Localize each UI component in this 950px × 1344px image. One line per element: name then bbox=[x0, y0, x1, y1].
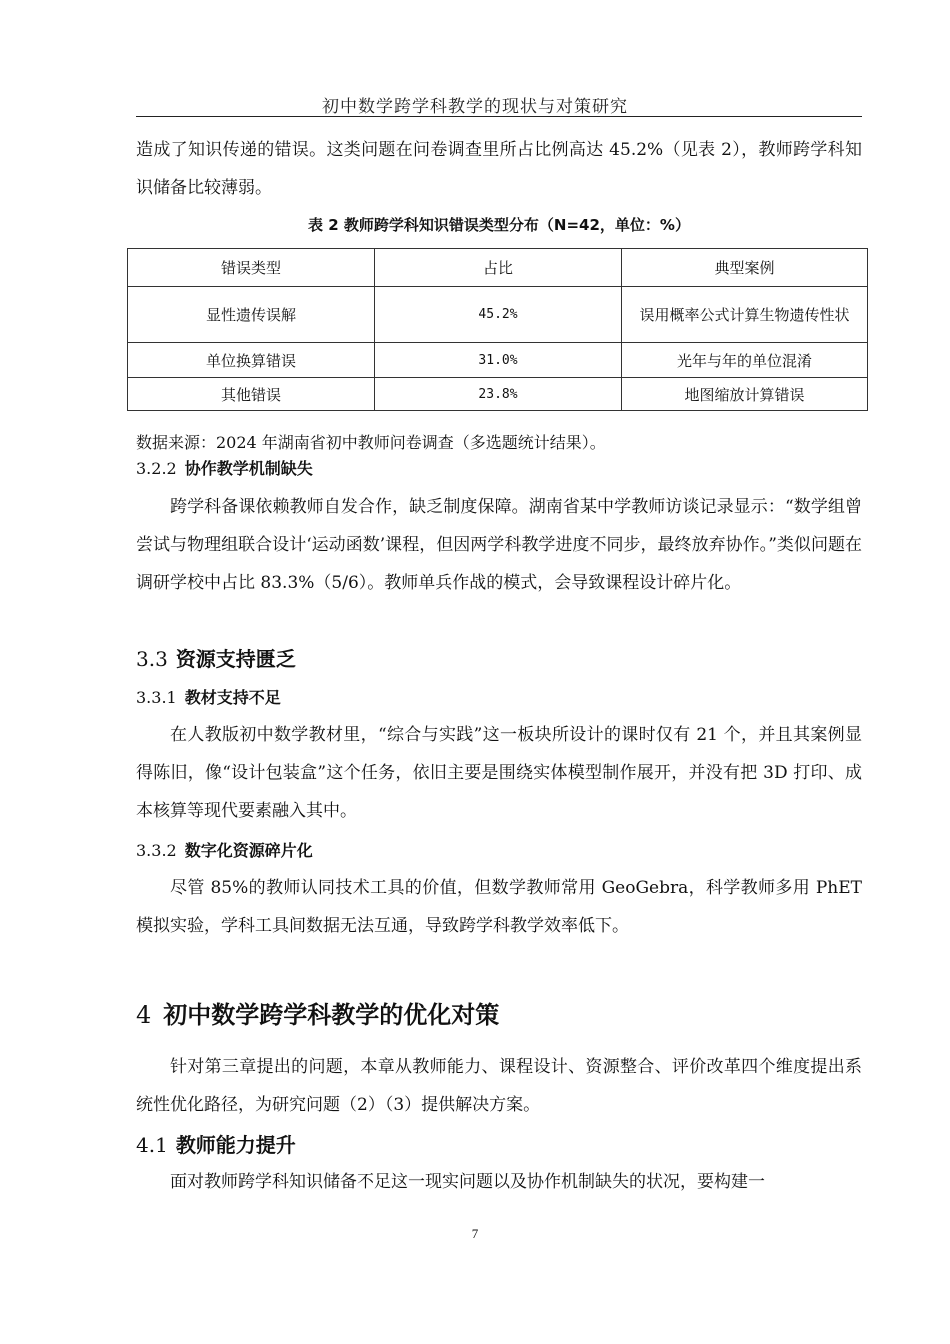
table-cell: 其他错误 bbox=[128, 378, 375, 411]
heading-4-1 bbox=[136, 1130, 862, 1160]
heading-number: 4 bbox=[136, 1001, 152, 1029]
heading-4 bbox=[136, 998, 862, 1032]
table-row bbox=[128, 378, 868, 411]
paragraph-teacher-ability bbox=[136, 1163, 862, 1201]
heading-number: 3.3.2 bbox=[136, 841, 177, 860]
table-cell: 23.8% bbox=[375, 378, 622, 411]
section-4-1 bbox=[136, 1130, 862, 1160]
section-3-3-2 bbox=[136, 836, 862, 866]
heading-title: 初中数学跨学科教学的优化对策 bbox=[163, 1001, 500, 1029]
heading-title: 教师能力提升 bbox=[175, 1133, 296, 1157]
table-source: 数据来源：2024 年湖南省初中教师问卷调查（多选题统计结果）。 bbox=[136, 433, 606, 452]
paragraph-collaboration bbox=[136, 488, 862, 602]
paragraph-digital bbox=[136, 869, 862, 945]
paragraph-text: 针对第三章提出的问题，本章从教师能力、课程设计、资源整合、评价改革四个维度提出系统性优化路径，为研究问题（2）（3）提供解决方案。 bbox=[136, 1057, 862, 1115]
table-header-cell: 错误类型 bbox=[128, 249, 375, 287]
heading-number: 3.3 bbox=[136, 647, 168, 671]
section-3-3-1 bbox=[136, 683, 862, 713]
section-3-3 bbox=[136, 644, 862, 674]
table-cell: 显性遗传误解 bbox=[128, 287, 375, 343]
table-header-cell: 占比 bbox=[375, 249, 622, 287]
heading-title: 资源支持匮乏 bbox=[175, 647, 296, 671]
heading-title: 教材支持不足 bbox=[184, 688, 281, 707]
table-cell: 31.0% bbox=[375, 343, 622, 378]
error-type-table bbox=[127, 248, 868, 411]
table-header-cell: 典型案例 bbox=[622, 249, 868, 287]
table-row bbox=[128, 343, 868, 378]
page-number: 7 bbox=[471, 1226, 479, 1241]
paragraph-text: 在人教版初中数学教材里，“综合与实践”这一板块所设计的课时仅有 21 个，并且其案例显得陈旧，像“设计包装盒”这个任务，依旧主要是围绕实体模型制作展开，并没有把 3D 打印、成本核算等现代要素融入其中。 bbox=[136, 725, 862, 821]
header-rule bbox=[136, 116, 862, 117]
paragraph-textbook bbox=[136, 716, 862, 830]
paragraph-text: 跨学科备课依赖教师自发合作，缺乏制度保障。湖南省某中学教师访谈记录显示：“数学组曾尝试与物理组联合设计‘运动函数’课程，但因两学科教学进度不同步，最终放弃协作。”类似问题在调研学校中占比 83.3%（5/6）。教师单兵作战的模式，会导致课程设计碎片化。 bbox=[136, 497, 862, 593]
table-source-block bbox=[136, 431, 862, 455]
running-header: 初中数学跨学科教学的现状与对策研究 bbox=[322, 97, 628, 117]
heading-3-3 bbox=[136, 644, 862, 674]
table-cell: 误用概率公式计算生物遗传性状 bbox=[622, 287, 868, 343]
paragraph-intro bbox=[136, 131, 862, 207]
heading-title: 数字化资源碎片化 bbox=[184, 841, 313, 860]
table-row bbox=[128, 287, 868, 343]
heading-number: 4.1 bbox=[136, 1133, 168, 1157]
paragraph-text: 尽管 85%的教师认同技术工具的价值，但数学教师常用 GeoGebra，科学教师多用 PhET 模拟实验，学科工具间数据无法互通，导致跨学科教学效率低下。 bbox=[136, 878, 862, 936]
heading-3-3-2 bbox=[136, 836, 862, 866]
table-cell: 光年与年的单位混淆 bbox=[622, 343, 868, 378]
table-header-row bbox=[128, 249, 868, 287]
heading-number: 3.2.2 bbox=[136, 459, 177, 478]
heading-number: 3.3.1 bbox=[136, 688, 177, 707]
paragraph-text: 造成了知识传递的错误。这类问题在问卷调查里所占比例高达 45.2%（见表 2），教师跨学科知识储备比较薄弱。 bbox=[136, 140, 862, 198]
section-3-2-2 bbox=[136, 454, 862, 484]
paragraph-chapter-intro bbox=[136, 1048, 862, 1124]
chapter-4 bbox=[136, 998, 862, 1032]
table-cell: 地图缩放计算错误 bbox=[622, 378, 868, 411]
heading-title: 协作教学机制缺失 bbox=[184, 459, 313, 478]
table-cell: 单位换算错误 bbox=[128, 343, 375, 378]
table-cell: 45.2% bbox=[375, 287, 622, 343]
table-caption: 表 2 教师跨学科知识错误类型分布（N=42，单位：%） bbox=[308, 216, 690, 234]
paragraph-text: 面对教师跨学科知识储备不足这一现实问题以及协作机制缺失的状况，要构建一 bbox=[170, 1172, 765, 1192]
heading-3-3-1 bbox=[136, 683, 862, 713]
heading-3-2-2 bbox=[136, 454, 862, 484]
